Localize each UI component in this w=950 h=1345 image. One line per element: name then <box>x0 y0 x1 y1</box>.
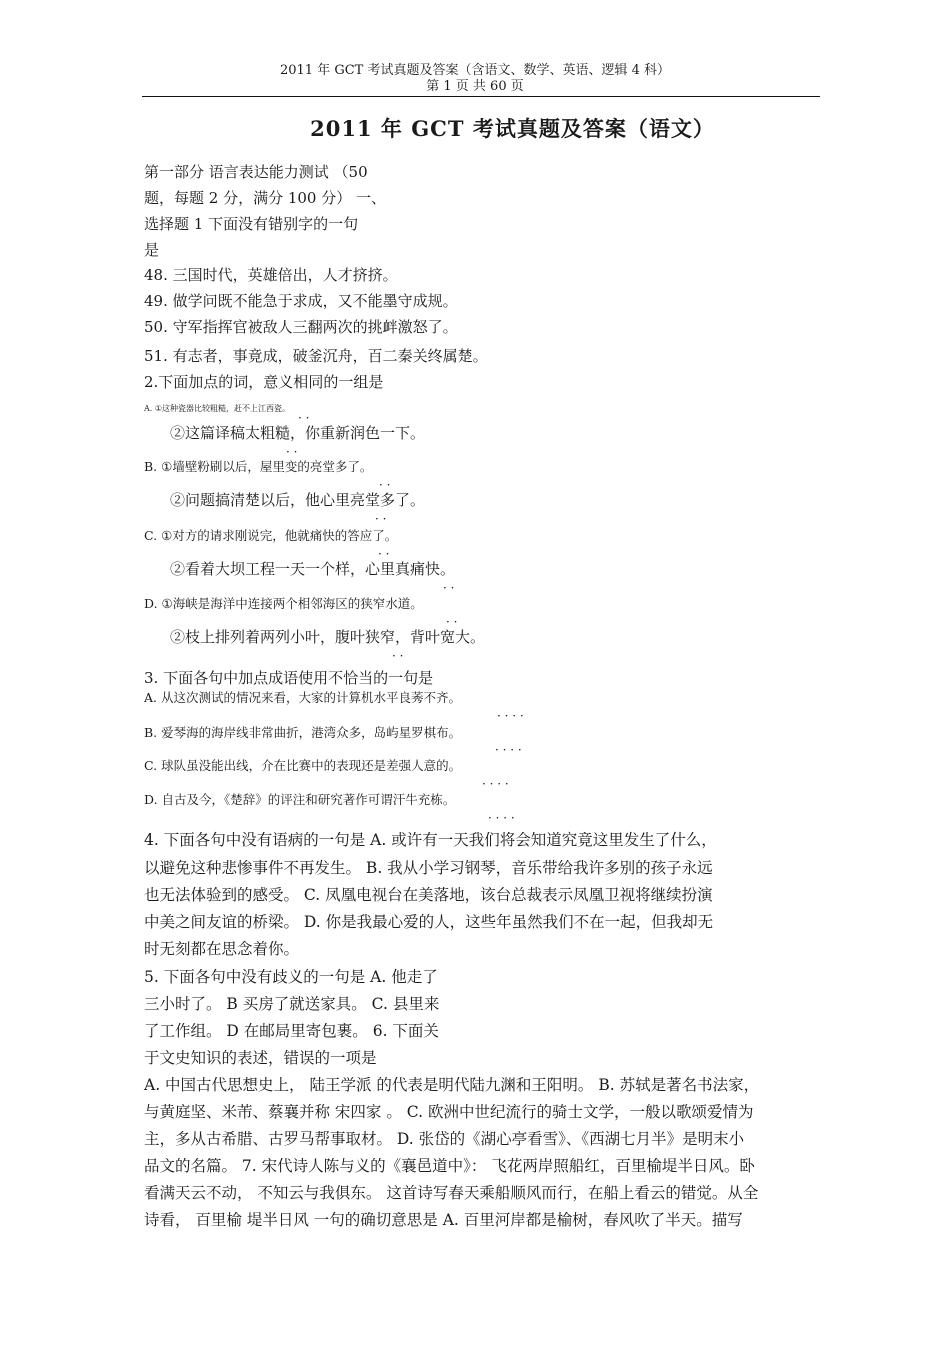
option-c-2: ②看着大坝工程一天一个样，心里真痛快。 <box>170 560 456 578</box>
header-rule <box>142 96 820 97</box>
option-b-2: ②问题搞清楚以后，他心里亮堂多了。 <box>170 491 426 509</box>
text-line: 与黄庭坚、米芾、蔡襄并称 宋四家 。 C. 欧洲中世纪流行的骑士文学，一般以歌颂爱情为 <box>144 1103 754 1121</box>
emphasis-dots: · · <box>375 512 387 526</box>
option-d: D. 自古及今，《楚辞》的评注和研究著作可谓汗牛充栋。 <box>144 792 456 807</box>
text-line: 51. 有志者，事竟成，破釜沉舟，百二秦关终属楚。 <box>144 347 488 365</box>
option-a: A. 从这次测试的情况来看，大家的计算机水平良莠不齐。 <box>144 690 461 705</box>
running-header-title: 2011 年 GCT 考试真题及答案（含语文、数学、英语、逻辑 4 科） <box>279 63 671 78</box>
emphasis-dots: · · <box>378 547 390 561</box>
emphasis-dots: · · · · <box>482 777 509 791</box>
text-line: 第一部分 语言表达能力测试 （50 <box>144 163 368 181</box>
text-line: 也无法体验到的感受。 C. 凤凰电视台在美落地，该台总裁表示凤凰卫视将继续扮演 <box>144 886 713 904</box>
text-line: 诗看， 百里榆 堤半日风 一句的确切意思是 A. 百里河岸都是榆树，春风吹了半天。描写 <box>144 1211 743 1229</box>
option-a-2: ②这篇译稿太粗糙，你重新润色一下。 <box>170 424 426 442</box>
option-d-2: ②枝上排列着两列小叶，腹叶狭窄，背叶宽大。 <box>170 628 486 646</box>
text-line: 48. 三国时代，英雄倍出，人才挤挤。 <box>144 266 398 284</box>
text-line: 选择题 1 下面没有错别字的一句 <box>144 215 359 233</box>
text-line: 主，多从古希腊、古罗马帮事取材。 D. 张岱的《湖心亭看雪》、《西湖七月半》是明末小 <box>144 1130 745 1148</box>
emphasis-dots: · · <box>379 478 391 492</box>
question-2-stem: 2.下面加点的词，意义相同的一组是 <box>144 373 384 391</box>
option-a-1: A. ①这种瓷器比较粗糙，赶不上江西瓷。 <box>144 404 291 413</box>
option-c: C. 球队虽没能出线，介在比赛中的表现还是差强人意的。 <box>144 758 462 773</box>
running-header-page: 第 1 页 共 60 页 <box>426 79 524 94</box>
question-6-text: A. 中国古代思想史上， 陆王学派 的代表是明代陆九渊和王阳明。 B. 苏轼是著名书法家， <box>144 1076 760 1094</box>
emphasis-dots: · · <box>443 581 455 595</box>
question-3-stem: 3. 下面各句中加点成语使用不恰当的一句是 <box>144 669 434 687</box>
option-b-1: B. ①墙壁粉刷以后，屋里变的亮堂多了。 <box>144 459 373 474</box>
text-line: 时无刻都在思念着你。 <box>144 940 300 958</box>
text-line: 于文史知识的表述，错误的一项是 <box>144 1049 377 1067</box>
emphasis-dots: · · · · <box>488 811 515 825</box>
document-title: 2011 年 GCT 考试真题及答案（语文） <box>310 116 715 141</box>
question-5-text: 5. 下面各句中没有歧义的一句是 A. 他走了 <box>144 968 438 986</box>
text-line: 题，每题 2 分，满分 100 分） 一、 <box>144 189 387 207</box>
question-4-text: 4. 下面各句中没有语病的一句是 A. 或许有一天我们将会知道究竟这里发生了什么， <box>144 831 717 849</box>
emphasis-dots: · · <box>392 649 404 663</box>
text-line: 了工作组。 D 在邮局里寄包裹。 6. 下面关 <box>144 1022 439 1040</box>
option-c-1: C. ①对方的请求刚说完，他就痛快的答应了。 <box>144 528 398 543</box>
text-line: 看满天云不动， 不知云与我俱东。 这首诗写春天乘船顺风而行，在船上看云的错觉。从全 <box>144 1184 759 1202</box>
emphasis-dots: · · · · <box>495 743 522 757</box>
text-line: 50. 守军指挥官被敌人三翻两次的挑衅激怒了。 <box>144 318 458 336</box>
text-line: 49. 做学问既不能急于求成，又不能墨守成规。 <box>144 292 458 310</box>
text-line: 三小时了。 B 买房了就送家具。 C. 县里来 <box>144 995 440 1013</box>
emphasis-dots: · · <box>298 411 310 425</box>
emphasis-dots: · · <box>286 445 298 459</box>
option-b: B. 爱琴海的海岸线非常曲折，港湾众多，岛屿星罗棋布。 <box>144 725 462 740</box>
option-d-1: D. ①海峡是海洋中连接两个相邻海区的狭窄水道。 <box>144 596 423 611</box>
text-line: 是 <box>144 241 160 259</box>
text-line: 中美之间友谊的桥梁。 D. 你是我最心爱的人，这些年虽然我们不在一起，但我却无 <box>144 913 714 931</box>
emphasis-dots: · · · · <box>497 709 524 723</box>
emphasis-dots: · · <box>446 615 458 629</box>
question-7-text: 品文的名篇。 7. 宋代诗人陈与义的《襄邑道中》： 飞花两岸照船红，百里榆堤半日风。卧 <box>144 1157 755 1175</box>
text-line: 以避免这种悲惨事件不再发生。 B. 我从小学习钢琴，音乐带给我许多别的孩子永远 <box>144 859 713 877</box>
